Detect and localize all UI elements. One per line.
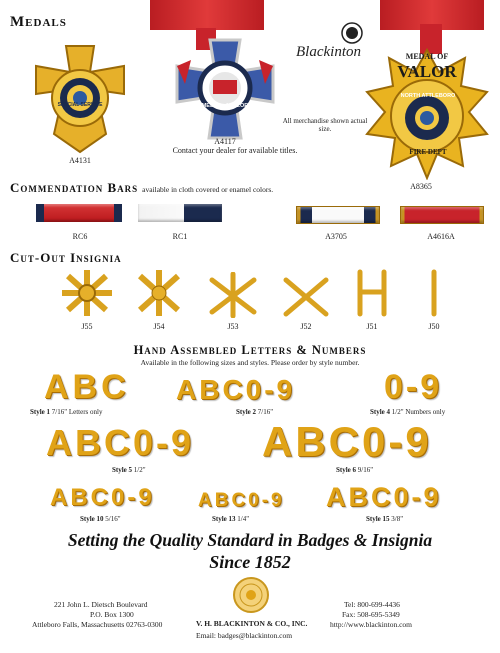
medal-a4117-ring-text: MEDAL of VALOR [201, 103, 249, 109]
style2-caption [236, 408, 273, 416]
style1-caption [30, 408, 102, 416]
valor-bottom-text: FIRE DEPT [409, 148, 447, 156]
style15-label: Style 15 [366, 515, 390, 523]
bar-rc6-code: RC6 [72, 232, 88, 241]
bar-rc1-code: RC1 [172, 232, 188, 241]
style4-label: Style 4 [370, 408, 391, 416]
commendation-note: available in cloth covered or enamel colors. [142, 185, 274, 194]
style10-label: Style 10 [80, 515, 104, 523]
style2-label: Style 2 [236, 408, 257, 416]
ribbon-a4117 [150, 0, 264, 30]
footer-fax: Fax: 508-695-5349 [342, 610, 400, 619]
style10-caption [80, 515, 121, 523]
bar-rc1 [138, 204, 222, 222]
bar-a3705 [296, 206, 380, 224]
style6-size: 9/16" [357, 466, 374, 474]
style1-label: Style 1 [30, 408, 51, 416]
insignia-j55-code: J55 [81, 322, 93, 331]
footer-address-line1: 221 John L. Dietsch Boulevard [54, 600, 148, 609]
letters-subtitle: Available in the following sizes and styles. Please order by style number. [140, 358, 360, 367]
style1-size: 7/16" Letters only [51, 408, 103, 416]
valor-big-text: VALOR [397, 62, 457, 81]
style10-sample: ABC0-9 [50, 484, 155, 511]
style4-caption [370, 408, 445, 416]
valor-top-text: MEDAL OF [405, 52, 449, 61]
style10-size: 5/16" [105, 515, 121, 523]
blackinton-logo-text: Blackinton [296, 44, 361, 60]
insignia-j52-image [282, 274, 330, 318]
style2-size: 7/16" [257, 408, 274, 416]
style13-sample: ABC0-9 [198, 490, 285, 511]
style15-size: 3/8" [391, 515, 404, 523]
style13-label: Style 13 [212, 515, 236, 523]
insignia-j53-image [206, 272, 260, 318]
section-title-commendation-bars: Commendation Bars [10, 180, 139, 195]
insignia-j50-code: J50 [428, 322, 440, 331]
bar-rc6-stripe-left [36, 204, 44, 222]
style13-size: 1/4" [237, 515, 250, 523]
insignia-j50-image [424, 268, 444, 318]
merchandise-note: All merchandise shown actual size. [282, 117, 368, 133]
style4-sample: 0-9 [384, 368, 443, 406]
style6-sample: ABC0-9 [262, 418, 432, 465]
style5-caption [112, 466, 146, 474]
blackinton-gold-seal-icon [232, 576, 270, 614]
medal-a4117-image [175, 38, 275, 142]
style13-caption [212, 515, 249, 523]
style6-caption [336, 466, 373, 474]
insignia-j55-image [60, 268, 114, 318]
bar-rc6 [36, 204, 122, 222]
style1-sample: ABC [44, 368, 130, 406]
insignia-j51-code: J51 [366, 322, 378, 331]
tagline-line1: Setting the Quality Standard in Badges & Insignia [67, 530, 433, 550]
footer-address-line3: Attleboro Falls, Massachusetts 02763-0300 [32, 620, 163, 629]
style15-caption [366, 515, 403, 523]
style6-label: Style 6 [336, 466, 357, 474]
insignia-j52-code: J52 [300, 322, 312, 331]
footer-email-link[interactable]: Email: badges@blackinton.com [196, 631, 293, 640]
section-title-medals: Medals [10, 14, 67, 30]
style2-sample: ABC0-9 [176, 374, 296, 405]
style4-size: 1/2" Numbers only [391, 408, 446, 416]
footer-address-line2: P.O. Box 1300 [90, 610, 134, 619]
insignia-j51-image [350, 268, 394, 318]
footer-website-link[interactable]: http://www.blackinton.com [330, 620, 413, 629]
blackinton-seal-icon [341, 22, 363, 44]
style5-label: Style 5 [112, 466, 133, 474]
tagline-line2: Since 1852 [209, 552, 291, 572]
medal-a4131-ring-text: SPECIAL SERVICE [57, 102, 103, 108]
footer-company-name: V. H. BLACKINTON & CO., INC. [196, 619, 308, 628]
section-title-letters-numbers: Hand Assembled Letters & Numbers [133, 343, 367, 357]
medal-a8365-code: A8365 [410, 182, 432, 191]
medal-a4117-code: A4117 [214, 137, 236, 146]
bar-a3705-code: A3705 [325, 232, 347, 241]
medal-a4131-code: A4131 [69, 156, 91, 165]
insignia-j54-code: J54 [153, 322, 165, 331]
footer-tel: Tel: 800-699-4436 [344, 600, 400, 609]
style5-size: 1/2" [133, 466, 146, 474]
style15-sample: ABC0-9 [326, 482, 442, 512]
style5-sample: ABC0-9 [46, 422, 195, 463]
section-title-cutout-insignia: Cut-Out Insignia [10, 250, 122, 265]
medal-a4131-image [30, 40, 130, 158]
valor-ring-text: NORTH ATTLEBORO [400, 93, 456, 99]
insignia-j54-image [132, 268, 186, 318]
insignia-j53-code: J53 [227, 322, 239, 331]
bar-rc6-stripe-right [114, 204, 122, 222]
commendation-header [10, 179, 273, 197]
medal-contact-note: Contact your dealer for available titles. [172, 146, 298, 155]
bar-a4616a-code: A4616A [427, 232, 455, 241]
bar-a4616a [400, 206, 484, 224]
